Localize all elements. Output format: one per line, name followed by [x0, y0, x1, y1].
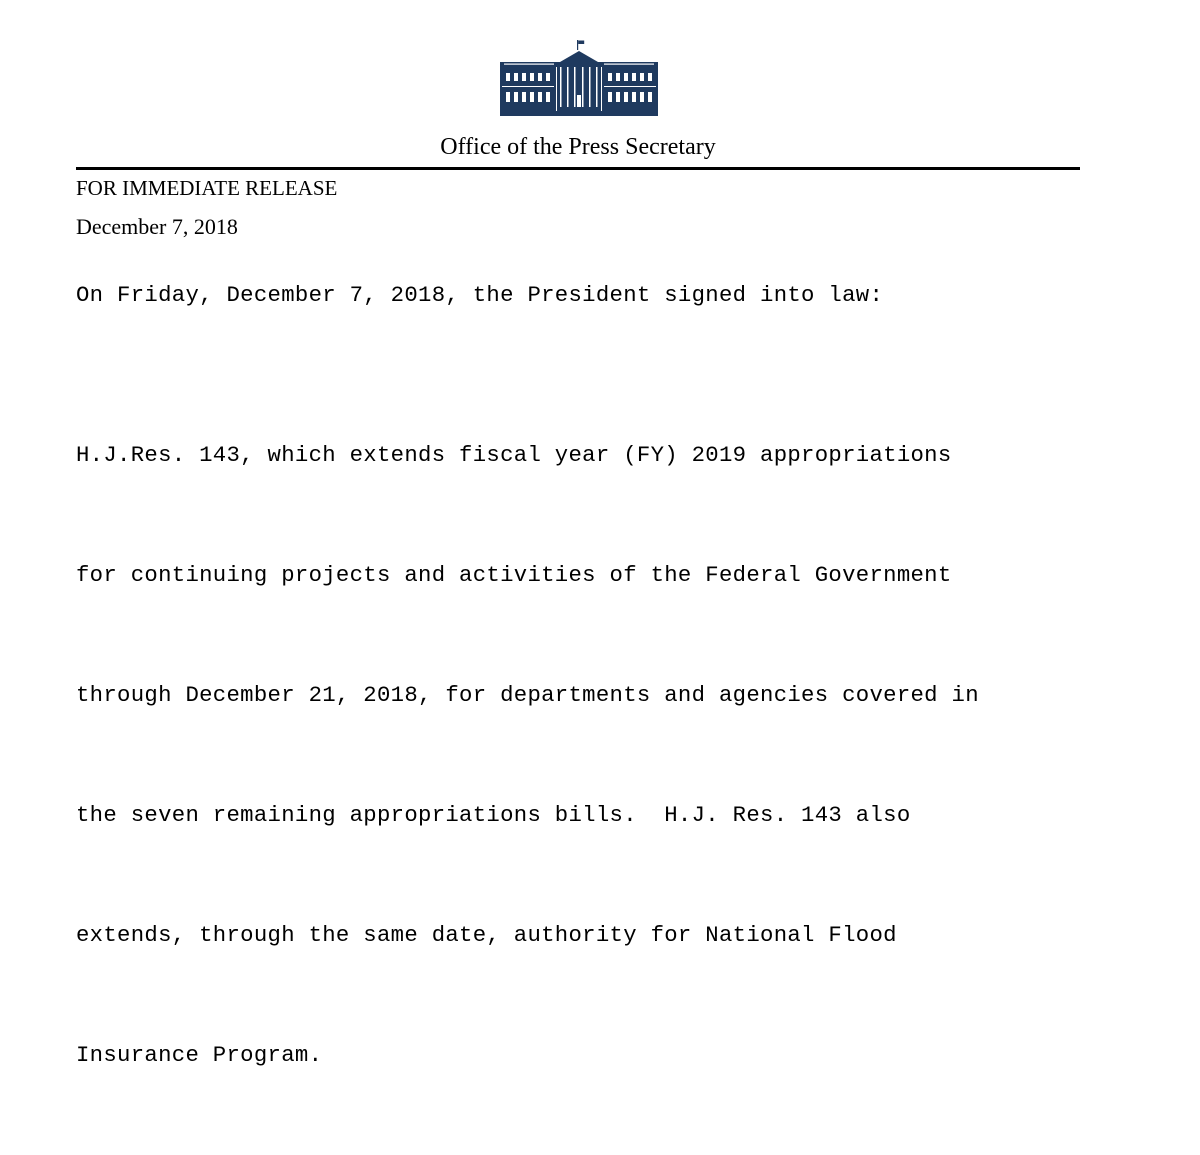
body-line: H.J.Res. 143, which extends fiscal year (FY) 2019 appropriations: [76, 442, 952, 468]
body-line: the seven remaining appropriations bills. H.J. Res. 143 also: [76, 802, 911, 828]
body-paragraph: [76, 355, 979, 1155]
intro-paragraph: On Friday, December 7, 2018, the President signed into law:: [76, 282, 884, 308]
body-line: Insurance Program.: [76, 1042, 323, 1068]
white-house-logo-icon: [500, 40, 658, 116]
office-title: Office of the Press Secretary: [440, 134, 716, 160]
body-line: for continuing projects and activities of the Federal Government: [76, 562, 952, 588]
release-date: December 7, 2018: [76, 214, 238, 239]
release-label: FOR IMMEDIATE RELEASE: [76, 176, 338, 200]
body-line: extends, through the same date, authority for National Flood: [76, 922, 897, 948]
body-line: through December 21, 2018, for departments and agencies covered in: [76, 682, 979, 708]
header-divider: [76, 167, 1080, 170]
